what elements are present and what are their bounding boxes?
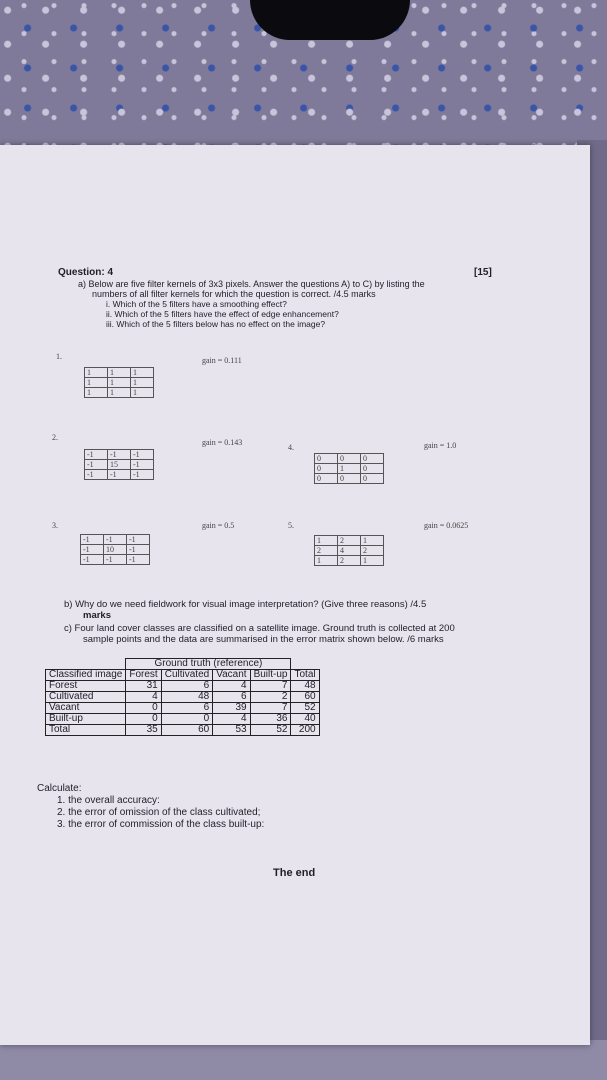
background-fabric-bottom — [0, 1040, 607, 1080]
kernel-cell: 2 — [338, 536, 361, 546]
calculate-item: 3. the error of commission of the class built-up: — [57, 819, 265, 830]
kernel-grid — [314, 535, 384, 566]
matrix-cell: 60 — [161, 725, 212, 736]
matrix-col-header: Forest — [126, 670, 161, 681]
matrix-col-header: Vacant — [213, 670, 250, 681]
matrix-cell: 2 — [250, 692, 291, 703]
matrix-cell: 48 — [161, 692, 212, 703]
table-row — [46, 714, 320, 725]
matrix-cell: 52 — [291, 703, 319, 714]
kernel-cell: -1 — [108, 450, 131, 460]
matrix-row-label: Total — [46, 725, 126, 736]
part-b-line1: b) Why do we need fieldwork for visual image interpretation? (Give three reasons) /4.5 — [64, 599, 427, 610]
matrix-cell: 6 — [161, 703, 212, 714]
kernel-number: 3. — [52, 521, 58, 530]
kernel-cell: 2 — [361, 546, 384, 556]
matrix-cell: 6 — [213, 692, 250, 703]
matrix-cell: 0 — [161, 714, 212, 725]
part-a-intro — [78, 279, 425, 329]
matrix-cell: 40 — [291, 714, 319, 725]
error-matrix — [45, 658, 320, 736]
kernel-cell: -1 — [85, 450, 108, 460]
matrix-cell: 36 — [250, 714, 291, 725]
kernel-cell: 1 — [131, 388, 154, 398]
matrix-cell: 4 — [213, 714, 250, 725]
table-row — [46, 681, 320, 692]
part-b-line2: marks — [83, 610, 111, 621]
matrix-cell: 200 — [291, 725, 319, 736]
kernel-cell: -1 — [127, 545, 150, 555]
kernel-cell: 15 — [108, 460, 131, 470]
kernel-cell: -1 — [127, 555, 150, 565]
end-text: The end — [273, 867, 316, 879]
kernel-grid — [80, 534, 150, 565]
kernel-cell: 2 — [338, 556, 361, 566]
kernel-gain: gain = 0.143 — [202, 438, 243, 447]
matrix-cell: 6 — [161, 681, 212, 692]
matrix-cell: 4 — [126, 692, 161, 703]
kernel-cell: 1 — [361, 536, 384, 546]
kernel-cell: 4 — [338, 546, 361, 556]
kernel-cell: 0 — [315, 464, 338, 474]
kernel-gain: gain = 1.0 — [424, 441, 457, 450]
matrix-col-header: Built-up — [250, 670, 291, 681]
sub-question-3: iii. Which of the 5 filters below has no effect on the image? — [106, 319, 326, 329]
table-row — [46, 692, 320, 703]
kernel-grid — [314, 453, 384, 484]
calculate-item: 1. the overall accuracy: — [57, 795, 160, 806]
kernel-number: 2. — [52, 433, 58, 442]
kernel-cell: -1 — [104, 535, 127, 545]
kernel-cell: 1 — [108, 378, 131, 388]
question-title: Question: 4 — [58, 267, 114, 278]
question-marks: [15] — [474, 267, 492, 278]
part-c-line2: sample points and the data are summarised in the error matrix shown below. /6 marks — [83, 634, 444, 645]
kernel-cell: -1 — [127, 535, 150, 545]
matrix-col-header: Cultivated — [161, 670, 212, 681]
kernel-cell: -1 — [85, 470, 108, 480]
kernel-cell: -1 — [104, 555, 127, 565]
calculate-item: 2. the error of omission of the class cultivated; — [57, 807, 261, 818]
part-c — [64, 623, 455, 645]
kernel-cell: 2 — [315, 546, 338, 556]
matrix-cell: 4 — [213, 681, 250, 692]
kernel-cell: 1 — [85, 378, 108, 388]
calculate-heading: Calculate: — [37, 783, 82, 794]
matrix-row-label: Forest — [46, 681, 126, 692]
kernel-cell: 0 — [361, 474, 384, 484]
kernel-cell: 1 — [315, 556, 338, 566]
kernel-cell: -1 — [81, 545, 104, 555]
kernel-cell: -1 — [81, 535, 104, 545]
matrix-cell: 35 — [126, 725, 161, 736]
matrix-cell: 53 — [213, 725, 250, 736]
kernel-gain: gain = 0.0625 — [424, 521, 469, 530]
part-a-line1: a) Below are five filter kernels of 3x3 pixels. Answer the questions A) to C) by listing the — [78, 279, 425, 289]
kernel-cell: 1 — [361, 556, 384, 566]
kernel-cell: 0 — [338, 454, 361, 464]
kernel-number: 1. — [56, 352, 62, 361]
matrix-cell: 7 — [250, 681, 291, 692]
background-shadow — [250, 0, 410, 40]
kernel-cell: 1 — [108, 388, 131, 398]
kernel-cell: 1 — [315, 536, 338, 546]
matrix-row-label: Vacant — [46, 703, 126, 714]
kernel-cell: 1 — [85, 368, 108, 378]
kernel-gain: gain = 0.5 — [202, 521, 235, 530]
matrix-cell: 52 — [250, 725, 291, 736]
calculate-section — [37, 783, 264, 831]
part-a-line2: numbers of all filter kernels for which the question is correct. /4.5 marks — [92, 289, 376, 299]
kernel-cell: 0 — [315, 454, 338, 464]
kernel-cell: 1 — [338, 464, 361, 474]
kernel-cell: 1 — [85, 388, 108, 398]
matrix-cell: 0 — [126, 703, 161, 714]
kernel-cell: 0 — [361, 454, 384, 464]
matrix-row-label: Built-up — [46, 714, 126, 725]
kernel-cell: -1 — [131, 470, 154, 480]
kernel-cell: 0 — [338, 474, 361, 484]
matrix-row-label: Cultivated — [46, 692, 126, 703]
matrix-cell: 39 — [213, 703, 250, 714]
matrix-cell: 7 — [250, 703, 291, 714]
part-b — [64, 599, 426, 621]
kernel-cell: 0 — [315, 474, 338, 484]
kernel-cell: -1 — [131, 460, 154, 470]
sub-question-1: i. Which of the 5 filters have a smoothing effect? — [106, 299, 287, 309]
kernel-cell: -1 — [85, 460, 108, 470]
sub-question-2: ii. Which of the 5 filters have the effect of edge enhancement? — [106, 309, 339, 319]
kernel-number: 5. — [288, 521, 294, 530]
matrix-corner: Classified image — [46, 670, 126, 681]
kernel-grid — [84, 367, 154, 398]
matrix-group-header: Ground truth (reference) — [126, 659, 291, 670]
kernel-cell: -1 — [108, 470, 131, 480]
kernel-cell: -1 — [81, 555, 104, 565]
part-c-line1: c) Four land cover classes are classified on a satellite image. Ground truth is collected at 200 — [64, 623, 455, 634]
matrix-cell: 31 — [126, 681, 161, 692]
matrix-col-header: Total — [291, 670, 319, 681]
kernel-number: 4. — [288, 443, 294, 452]
kernel-grid — [84, 449, 154, 480]
kernel-gain: gain = 0.111 — [202, 356, 242, 365]
kernel-cell: -1 — [131, 450, 154, 460]
matrix-cell: 48 — [291, 681, 319, 692]
kernel-cell: 1 — [131, 378, 154, 388]
kernel-cell: 10 — [104, 545, 127, 555]
table-row — [46, 725, 320, 736]
kernel-cell: 0 — [361, 464, 384, 474]
table-row — [46, 703, 320, 714]
kernel-cell: 1 — [131, 368, 154, 378]
matrix-cell: 60 — [291, 692, 319, 703]
matrix-cell: 0 — [126, 714, 161, 725]
kernel-cell: 1 — [108, 368, 131, 378]
